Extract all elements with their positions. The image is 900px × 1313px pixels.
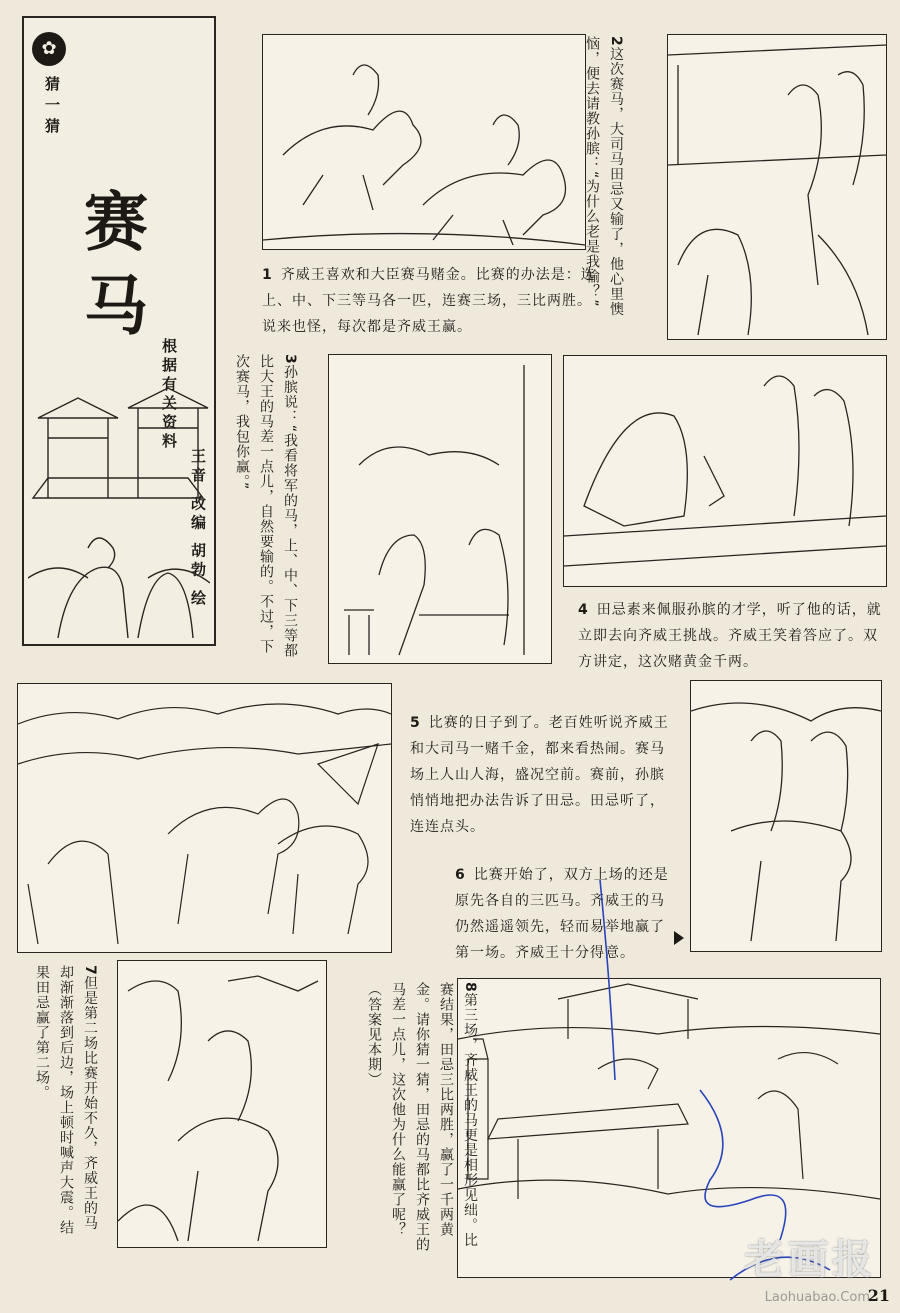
crowd-racecourse-drawing: [18, 684, 391, 952]
panel-7-caption: 7但是第二场比赛开始不久，齐威王的马却渐渐落到后边，场上顿时喊声大震。结果田忌赢了第二场。: [34, 965, 98, 1235]
story-title: 赛马: [73, 188, 148, 356]
panel-2-illustration: [667, 34, 887, 340]
panel-3-caption: 3孙膑说：“我看将军的马，上、中、下三等都比大王的马差一点儿，自然要输的。不过，下次赛马，我包你赢。”: [234, 354, 298, 659]
panel-3-illustration: [328, 354, 552, 664]
panel-1-illustration: [262, 34, 586, 250]
horse-riders-drawing: [263, 35, 585, 249]
palace-illustration: [28, 378, 210, 640]
panel-2-caption: 2这次赛马，大司马田忌又输了，他心里懊恼，便去请教孙膑：“为什么老是我输？”: [584, 36, 624, 317]
panel-1-caption: 1 齐威王喜欢和大臣赛马赌金。比赛的办法是：选上、中、下三等马各一匹，连赛三场，三比两胜。说来也怪，每次都是齐威王赢。: [262, 267, 596, 335]
panel-8-caption: 8第三场，齐威王的马更是相形见绌。比赛结果，田忌三比两胜，赢了一千两黄金。请你猜一猜，田忌的马都比齐威王的马差一点儿，这次他为什么能赢了呢？（答案见本期）: [366, 982, 478, 1252]
panel-5-caption: 5 比赛的日子到了。老百姓听说齐威王和大司马一赌千金，都来看热闹。赛马场上人山人海，盛况空前。赛前，孙膑悄悄地把办法告诉了田忌。田忌听了，连连点头。: [410, 715, 669, 835]
credit-authors: 王音 改编 胡勃 绘: [189, 448, 207, 609]
sun-bin-drawing: [329, 355, 551, 663]
panel-4-illustration: [563, 355, 887, 587]
continue-arrow-icon: [674, 931, 684, 945]
credit-source: 根据有关资料: [160, 338, 178, 452]
panel-5-illustration: [17, 683, 392, 953]
panel-7-illustration: [117, 960, 327, 1248]
column-label: 猜一猜: [43, 76, 61, 139]
panel-4-caption: 4 田忌素来佩服孙膑的才学，听了他的话，就立即去向齐威王挑战。齐威王笑着答应了。双方讲定，这次赌黄金千两。: [578, 602, 882, 670]
panel-6-illustration: [690, 680, 882, 952]
panel-6-caption: 6 比赛开始了，双方上场的还是原先各自的三匹马。齐威王的马仍然遥遥领先，轻而易举地赢了第一场。齐威王十分得意。: [455, 867, 669, 961]
second-race-drawing: [118, 961, 326, 1247]
page-number: 21: [867, 1286, 890, 1305]
tian-ji-horse-drawing: [668, 35, 886, 339]
king-horseback-drawing: [691, 681, 881, 951]
court-challenge-drawing: [564, 356, 886, 586]
watermark-logo: 老画报: [744, 1237, 876, 1283]
column-logo-icon: ✿: [32, 32, 66, 66]
watermark-url: Laohuabao.Com: [764, 1290, 870, 1305]
title-box: [22, 16, 216, 646]
